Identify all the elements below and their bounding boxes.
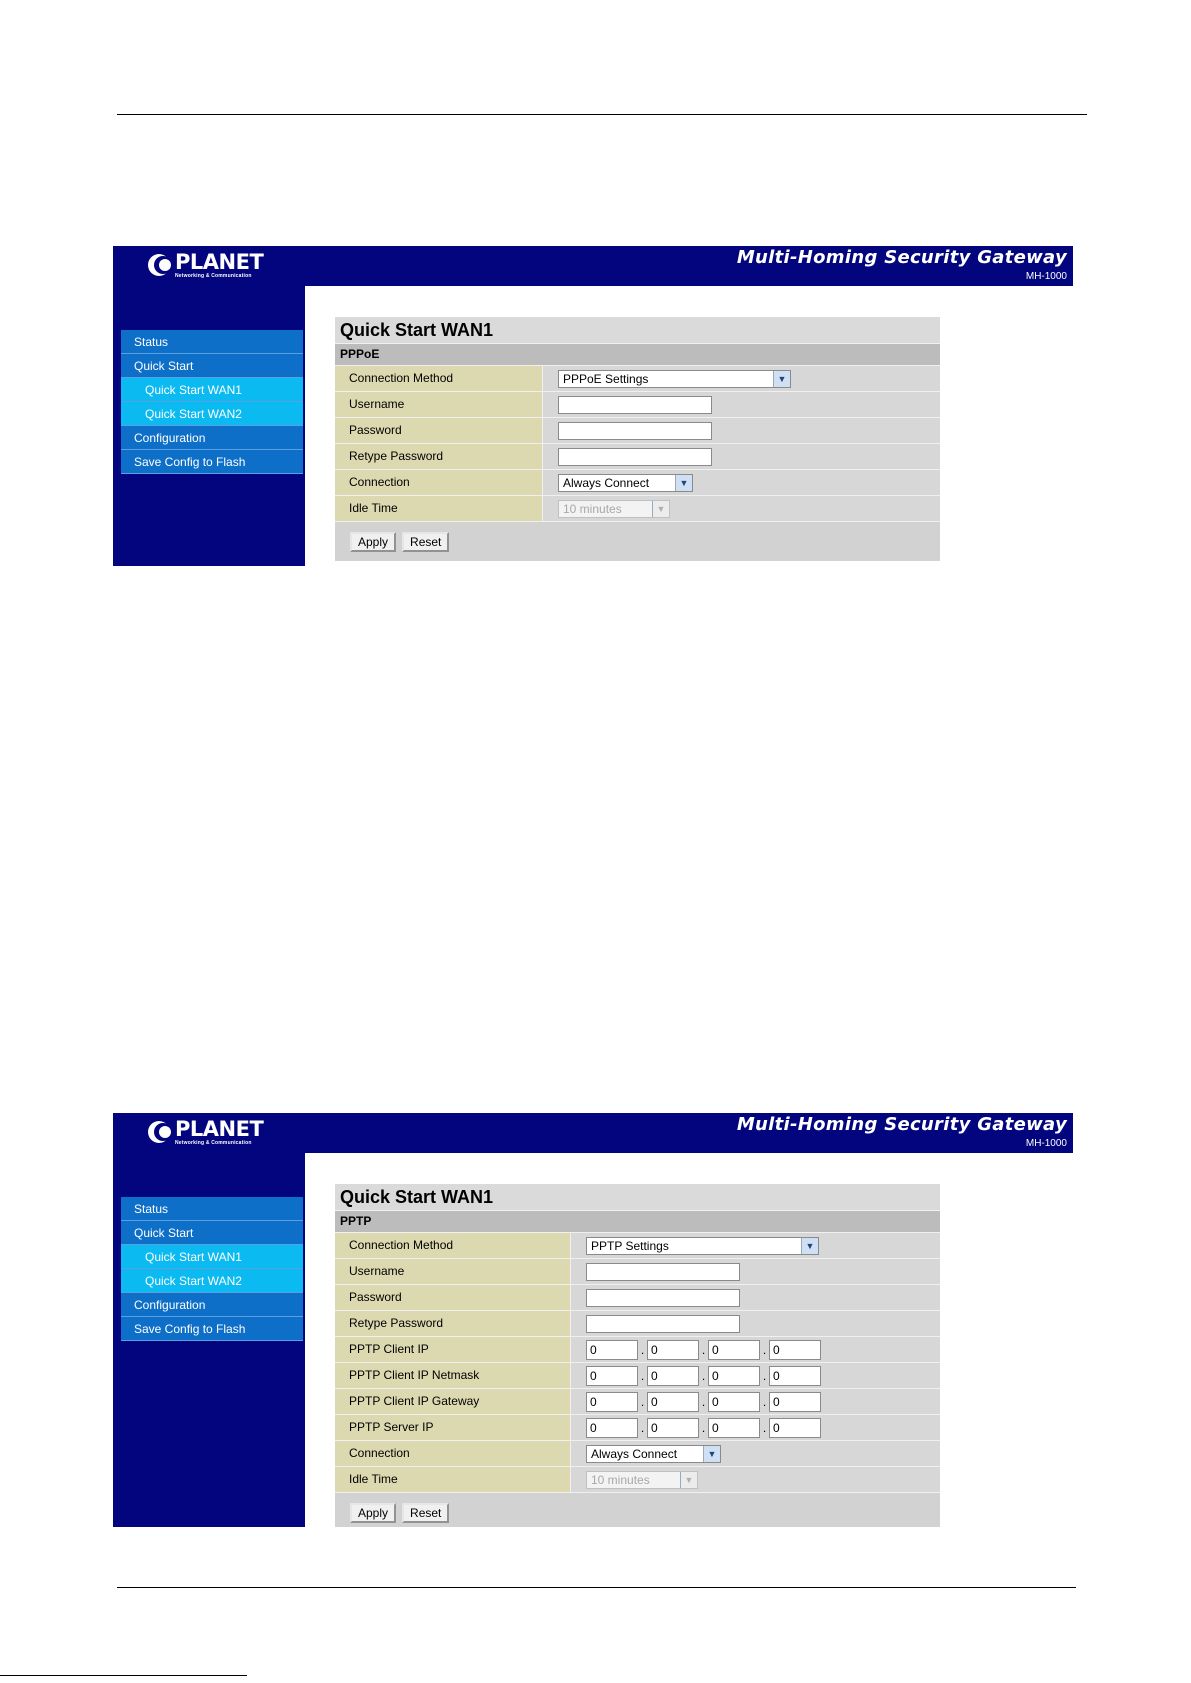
form-row bbox=[335, 1258, 940, 1284]
ip-octet-input[interactable]: 0 bbox=[769, 1366, 821, 1386]
password-label: Password bbox=[335, 1285, 571, 1310]
connection-label: Connection bbox=[335, 1441, 571, 1466]
password-input[interactable] bbox=[586, 1289, 740, 1307]
pptp-client-netmask-field: 0 . 0 . 0 . 0 bbox=[586, 1366, 821, 1386]
pptp-server-ip-field: 0 . 0 . 0 . 0 bbox=[586, 1418, 821, 1438]
form-row bbox=[335, 365, 940, 391]
product-title: Multi-Homing Security Gateway bbox=[736, 247, 1067, 268]
ip-octet-input[interactable]: 0 bbox=[647, 1366, 699, 1386]
connection-select[interactable] bbox=[558, 474, 693, 492]
username-input[interactable] bbox=[586, 1263, 740, 1281]
retype-password-input[interactable] bbox=[558, 448, 712, 466]
reset-button[interactable]: Reset bbox=[402, 1503, 449, 1523]
chevron-down-icon[interactable]: ▼ bbox=[801, 1238, 818, 1254]
sidebar bbox=[113, 1153, 305, 1527]
sidebar-item-quick-start[interactable]: Quick Start bbox=[121, 1221, 303, 1245]
retype-password-label: Retype Password bbox=[335, 1311, 571, 1336]
connection-method-select[interactable] bbox=[558, 370, 791, 388]
idle-time-label: Idle Time bbox=[335, 1467, 571, 1492]
banner bbox=[113, 1113, 1073, 1153]
sidebar-item-quick-start-wan2[interactable]: Quick Start WAN2 bbox=[121, 1269, 303, 1293]
ip-octet-input[interactable]: 0 bbox=[647, 1340, 699, 1360]
form-row bbox=[335, 495, 940, 521]
screenshot-pptp bbox=[113, 1113, 1073, 1527]
screenshot-pppoe bbox=[113, 246, 1073, 566]
planet-logo-icon bbox=[147, 253, 171, 277]
connection-method-label: Connection Method bbox=[335, 1233, 571, 1258]
pptp-client-ip-label: PPTP Client IP bbox=[335, 1337, 571, 1362]
section-title: PPTP bbox=[335, 1210, 940, 1232]
sidebar-item-configuration[interactable]: Configuration bbox=[121, 1293, 303, 1317]
retype-password-label: Retype Password bbox=[335, 444, 543, 469]
idle-time-select bbox=[558, 500, 670, 518]
form-row bbox=[335, 391, 940, 417]
form-row bbox=[335, 1336, 940, 1362]
ip-octet-input[interactable]: 0 bbox=[647, 1392, 699, 1412]
connection-method-select[interactable] bbox=[586, 1237, 819, 1255]
pptp-client-gateway-label: PPTP Client IP Gateway bbox=[335, 1389, 571, 1414]
form-row bbox=[335, 1388, 940, 1414]
quick-start-panel bbox=[335, 317, 940, 561]
page-title: Quick Start WAN1 bbox=[335, 317, 940, 343]
connection-select[interactable] bbox=[586, 1445, 721, 1463]
chevron-down-icon: ▼ bbox=[680, 1472, 697, 1488]
product-model: MH-1000 bbox=[1025, 271, 1067, 282]
sidebar-item-save-config[interactable]: Save Config to Flash bbox=[121, 450, 303, 474]
button-row bbox=[335, 1492, 940, 1527]
form-row bbox=[335, 443, 940, 469]
ip-octet-input[interactable]: 0 bbox=[586, 1340, 638, 1360]
pptp-client-netmask-label: PPTP Client IP Netmask bbox=[335, 1363, 571, 1388]
sidebar-item-save-config[interactable]: Save Config to Flash bbox=[121, 1317, 303, 1341]
ip-octet-input[interactable]: 0 bbox=[586, 1392, 638, 1412]
sidebar-nav bbox=[121, 1197, 303, 1341]
product-title: Multi-Homing Security Gateway bbox=[736, 1114, 1067, 1135]
form-row bbox=[335, 1310, 940, 1336]
connection-method-value: PPTP Settings bbox=[591, 1238, 669, 1253]
connection-value: Always Connect bbox=[591, 1446, 678, 1461]
form-row bbox=[335, 417, 940, 443]
connection-method-label: Connection Method bbox=[335, 366, 543, 391]
logo-text: PLANET bbox=[175, 249, 264, 274]
username-label: Username bbox=[335, 392, 543, 417]
pptp-client-gateway-field: 0 . 0 . 0 . 0 bbox=[586, 1392, 821, 1412]
sidebar-item-quick-start-wan1[interactable]: Quick Start WAN1 bbox=[121, 378, 303, 402]
username-label: Username bbox=[335, 1259, 571, 1284]
form-row bbox=[335, 1284, 940, 1310]
connection-label: Connection bbox=[335, 470, 543, 495]
ip-octet-input[interactable]: 0 bbox=[586, 1366, 638, 1386]
ip-octet-input[interactable]: 0 bbox=[708, 1418, 760, 1438]
planet-logo-icon bbox=[147, 1120, 171, 1144]
main-content bbox=[305, 286, 1073, 566]
password-input[interactable] bbox=[558, 422, 712, 440]
sidebar-item-status[interactable]: Status bbox=[121, 330, 303, 354]
sidebar-item-quick-start-wan2[interactable]: Quick Start WAN2 bbox=[121, 402, 303, 426]
product-model: MH-1000 bbox=[1025, 1138, 1067, 1149]
form-row bbox=[335, 1440, 940, 1466]
footnote-rule bbox=[0, 1675, 247, 1676]
form-row bbox=[335, 1232, 940, 1258]
reset-button[interactable]: Reset bbox=[402, 532, 449, 552]
chevron-down-icon[interactable]: ▼ bbox=[703, 1446, 720, 1462]
quick-start-panel bbox=[335, 1184, 940, 1527]
username-input[interactable] bbox=[558, 396, 712, 414]
ip-octet-input[interactable]: 0 bbox=[769, 1340, 821, 1360]
apply-button[interactable]: Apply bbox=[350, 1503, 396, 1523]
idle-time-label: Idle Time bbox=[335, 496, 543, 521]
logo-subtext: Networking & Communication bbox=[175, 1139, 252, 1146]
ip-octet-input[interactable]: 0 bbox=[708, 1392, 760, 1412]
password-label: Password bbox=[335, 418, 543, 443]
button-row bbox=[335, 521, 940, 561]
retype-password-input[interactable] bbox=[586, 1315, 740, 1333]
footer-rule bbox=[117, 1587, 1076, 1588]
page-title: Quick Start WAN1 bbox=[335, 1184, 940, 1210]
chevron-down-icon: ▼ bbox=[652, 501, 669, 517]
ip-octet-input[interactable]: 0 bbox=[769, 1418, 821, 1438]
planet-logo bbox=[147, 1118, 263, 1146]
ip-octet-input[interactable]: 0 bbox=[586, 1418, 638, 1438]
sidebar-item-quick-start-wan1[interactable]: Quick Start WAN1 bbox=[121, 1245, 303, 1269]
idle-time-select bbox=[586, 1471, 698, 1489]
form-row bbox=[335, 1466, 940, 1492]
logo-text: PLANET bbox=[175, 1116, 264, 1141]
sidebar-item-configuration[interactable]: Configuration bbox=[121, 426, 303, 450]
connection-method-value: PPPoE Settings bbox=[563, 371, 649, 386]
ip-octet-input[interactable]: 0 bbox=[647, 1418, 699, 1438]
banner bbox=[113, 246, 1073, 286]
main-content bbox=[305, 1153, 1073, 1527]
idle-time-value: 10 minutes bbox=[563, 501, 622, 516]
form-row bbox=[335, 1362, 940, 1388]
logo-subtext: Networking & Communication bbox=[175, 272, 252, 279]
section-title: PPPoE bbox=[335, 343, 940, 365]
pptp-client-ip-field: 0 . 0 . 0 . 0 bbox=[586, 1340, 821, 1360]
sidebar bbox=[113, 286, 305, 566]
idle-time-value: 10 minutes bbox=[591, 1472, 650, 1487]
connection-value: Always Connect bbox=[563, 475, 650, 490]
ip-octet-input[interactable]: 0 bbox=[708, 1340, 760, 1360]
sidebar-nav bbox=[121, 330, 303, 474]
planet-logo bbox=[147, 251, 263, 279]
form-row bbox=[335, 469, 940, 495]
chevron-down-icon[interactable]: ▼ bbox=[675, 475, 692, 491]
form-row bbox=[335, 1414, 940, 1440]
chevron-down-icon[interactable]: ▼ bbox=[773, 371, 790, 387]
ip-octet-input[interactable]: 0 bbox=[708, 1366, 760, 1386]
ip-octet-input[interactable]: 0 bbox=[769, 1392, 821, 1412]
sidebar-item-status[interactable]: Status bbox=[121, 1197, 303, 1221]
sidebar-item-quick-start[interactable]: Quick Start bbox=[121, 354, 303, 378]
header-rule bbox=[117, 114, 1087, 115]
apply-button[interactable]: Apply bbox=[350, 532, 396, 552]
pptp-server-ip-label: PPTP Server IP bbox=[335, 1415, 571, 1440]
